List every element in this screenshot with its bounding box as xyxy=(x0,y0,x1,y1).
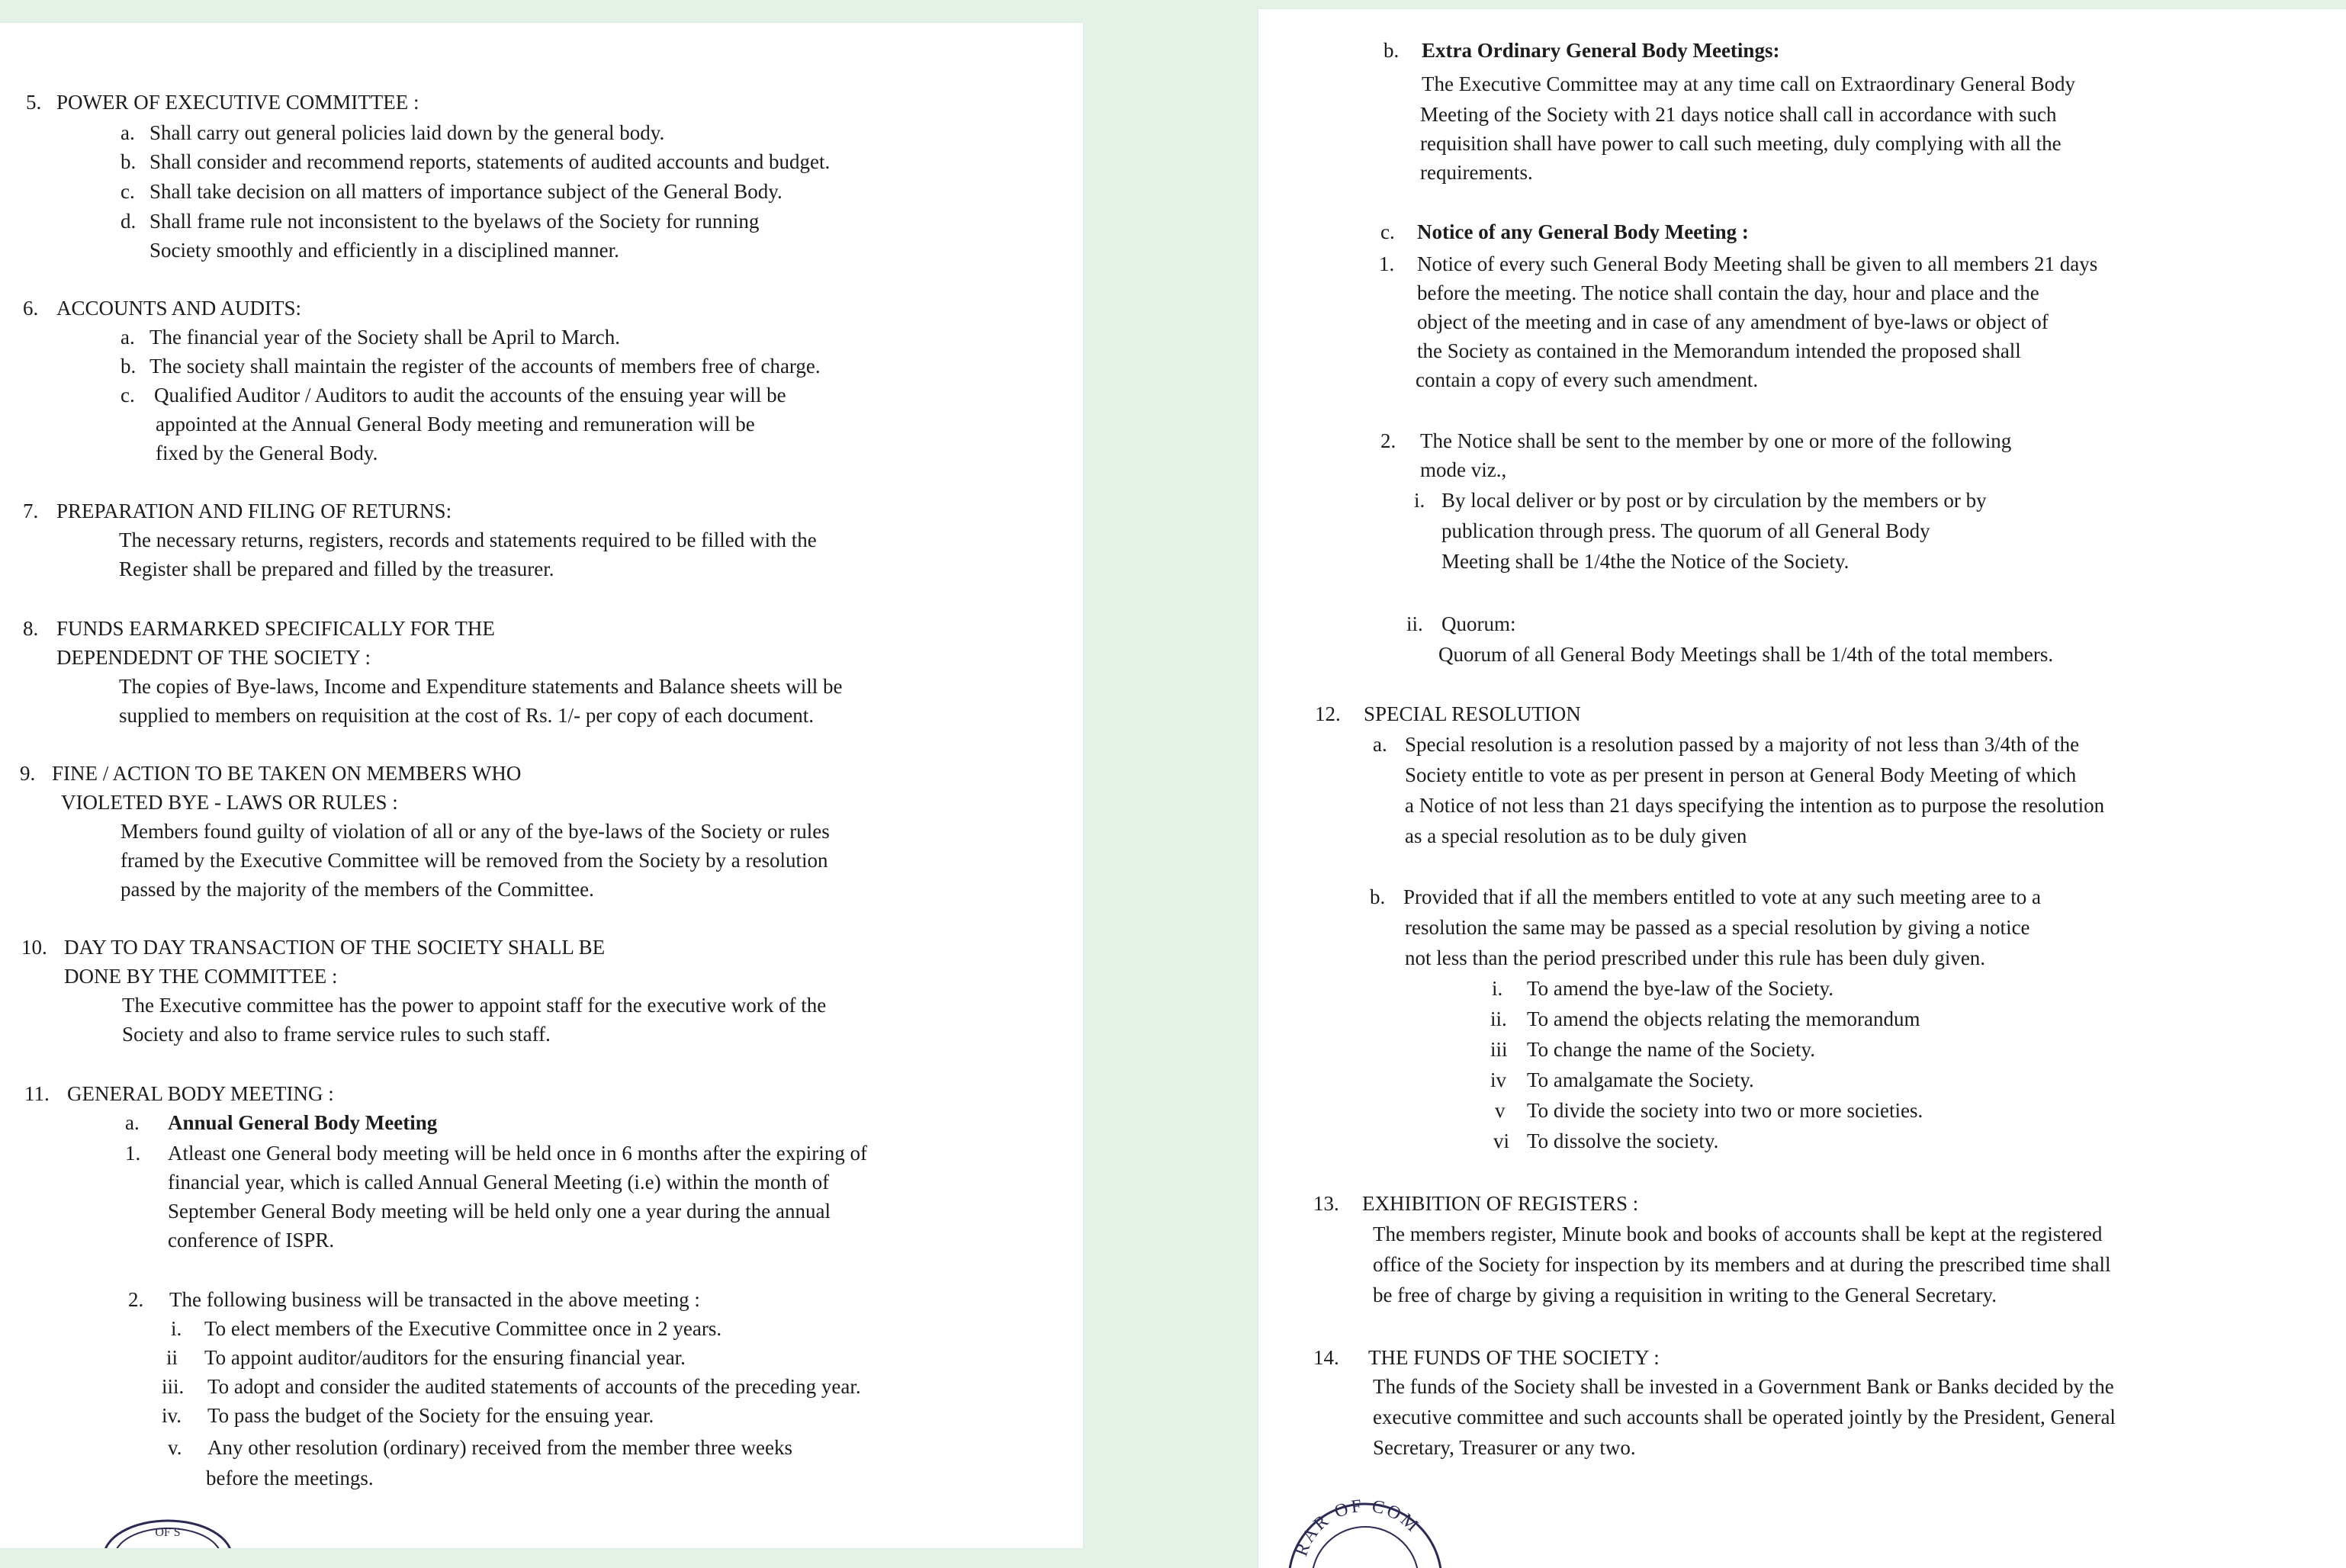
body-line: Register shall be prepared and filled by the treasurer. xyxy=(119,557,554,580)
item-marker: i. xyxy=(1492,977,1503,1000)
item-text: To amalgamate the Society. xyxy=(1527,1068,1754,1091)
item-text: To elect members of the Executive Committee once in 2 years. xyxy=(204,1317,722,1340)
item-marker: v xyxy=(1495,1099,1506,1122)
body-line: September General Body meeting will be held only one a year during the annual xyxy=(168,1200,831,1223)
section-number: 7. xyxy=(23,500,39,522)
body-line: framed by the Executive Committee will be removed from the Society by a resolution xyxy=(121,849,828,872)
item-marker: iv. xyxy=(162,1404,182,1427)
body-line: supplied to members on requisition at the cost of Rs. 1/- per copy of each document. xyxy=(119,704,815,727)
section-heading: PREPARATION AND FILING OF RETURNS: xyxy=(56,500,452,522)
body-line: object of the meeting and in case of any amendment of bye-laws or object of xyxy=(1417,310,2049,333)
body-line: The Executive committee has the power to appoint staff for the executive work of the xyxy=(122,994,827,1017)
item-marker: iv xyxy=(1490,1068,1507,1091)
section-heading: EXHIBITION OF REGISTERS : xyxy=(1362,1192,1639,1215)
body-line: Provided that if all the members entitled to vote at any such meeting aree to a xyxy=(1403,885,2041,908)
section-number: 12. xyxy=(1315,702,1341,725)
document-page-right xyxy=(1258,9,2346,1568)
item-marker: a. xyxy=(121,326,135,349)
seal-text: OF S xyxy=(155,1526,181,1539)
item-marker: b. xyxy=(121,355,137,378)
section-heading: DONE BY THE COMMITTEE : xyxy=(64,965,338,988)
seal-text: RAR OF COM xyxy=(1291,1496,1424,1560)
body-line: Secretary, Treasurer or any two. xyxy=(1373,1436,1636,1459)
item-marker: i. xyxy=(1414,489,1425,512)
section-heading: FUNDS EARMARKED SPECIFICALLY FOR THE xyxy=(56,617,495,640)
section-heading: ACCOUNTS AND AUDITS: xyxy=(56,297,302,320)
body-line: requisition shall have power to call such meeting, duly complying with all the xyxy=(1420,132,2062,155)
subsection-heading: Annual General Body Meeting xyxy=(168,1111,438,1134)
item-text: To adopt and consider the audited statements of accounts of the preceding year. xyxy=(207,1375,861,1398)
item-marker: b. xyxy=(121,150,137,173)
paragraph-marker: 1. xyxy=(1379,252,1395,275)
item-continuation: Society smoothly and efficiently in a disciplined manner. xyxy=(149,239,619,262)
body-line: The following business will be transacted in the above meeting : xyxy=(169,1288,700,1311)
body-line: before the meeting. The notice shall contain the day, hour and place and the xyxy=(1417,281,2039,304)
section-heading: POWER OF EXECUTIVE COMMITTEE : xyxy=(56,91,419,114)
item-continuation: fixed by the General Body. xyxy=(156,442,378,464)
body-line: office of the Society for inspection by its members and at during the prescribed time shall xyxy=(1373,1253,2111,1276)
paragraph-marker: 2. xyxy=(1380,429,1396,452)
item-text: To appoint auditor/auditors for the ensuring financial year. xyxy=(204,1346,686,1369)
body-line: By local deliver or by post or by circulation by the members or by xyxy=(1441,489,1987,512)
body-line: executive committee and such accounts shall be operated jointly by the President, General xyxy=(1373,1406,2116,1428)
section-number: 14. xyxy=(1313,1346,1339,1369)
subsection-marker: c. xyxy=(1380,220,1395,243)
document-page-left xyxy=(0,23,1083,1548)
body-line: Notice of every such General Body Meeting shall be given to all members 21 days xyxy=(1417,252,2098,275)
section-heading: GENERAL BODY MEETING : xyxy=(67,1082,334,1105)
item-text: Shall frame rule not inconsistent to the byelaws of the Society for running xyxy=(149,210,760,233)
body-line: The copies of Bye-laws, Income and Expenditure statements and Balance sheets will be xyxy=(119,675,843,698)
item-text: To amend the bye-law of the Society. xyxy=(1527,977,1833,1000)
body-line: financial year, which is called Annual General Meeting (i.e) within the month of xyxy=(168,1171,830,1194)
registrar-seal-icon xyxy=(1274,1489,1457,1568)
section-heading: SPECIAL RESOLUTION xyxy=(1364,702,1581,725)
item-marker: ii xyxy=(166,1346,178,1369)
item-marker: c. xyxy=(121,384,135,406)
subsection-heading: Notice of any General Body Meeting : xyxy=(1417,220,1749,243)
item-text: To dissolve the society. xyxy=(1527,1129,1719,1152)
body-line: passed by the majority of the members of the Committee. xyxy=(121,878,594,901)
section-heading: FINE / ACTION TO BE TAKEN ON MEMBERS WHO xyxy=(52,762,522,785)
seal-stamp-icon xyxy=(92,1502,244,1548)
body-line: Meeting shall be 1/4the the Notice of the Society. xyxy=(1441,550,1849,573)
item-marker: i. xyxy=(171,1317,182,1340)
section-number: 6. xyxy=(23,297,39,320)
item-text: Any other resolution (ordinary) received from the member three weeks xyxy=(207,1436,792,1459)
item-text: To divide the society into two or more societies. xyxy=(1527,1099,1923,1122)
item-marker: vi xyxy=(1493,1129,1510,1152)
body-line: Society entitle to vote as per present in person at General Body Meeting of which xyxy=(1405,763,2077,786)
item-marker: v. xyxy=(168,1436,182,1459)
subsection-marker: a. xyxy=(125,1111,140,1134)
section-number: 10. xyxy=(21,936,47,959)
item-text: Qualified Auditor / Auditors to audit the accounts of the ensuing year will be xyxy=(154,384,786,406)
body-line: requirements. xyxy=(1420,161,1533,184)
section-heading: DAY TO DAY TRANSACTION OF THE SOCIETY SHALL BE xyxy=(64,936,606,959)
body-line: The Executive Committee may at any time call on Extraordinary General Body xyxy=(1422,72,2075,95)
item-heading: Quorum: xyxy=(1441,612,1516,635)
subsection-heading: Extra Ordinary General Body Meetings: xyxy=(1422,39,1780,62)
item-marker: iii xyxy=(1490,1038,1508,1061)
section-number: 5. xyxy=(26,91,42,114)
body-line: publication through press. The quorum of all General Body xyxy=(1441,519,1930,542)
section-number: 11. xyxy=(24,1082,50,1105)
body-line: resolution the same may be passed as a special resolution by giving a notice xyxy=(1405,916,2030,939)
item-text: To change the name of the Society. xyxy=(1527,1038,1815,1061)
body-line: not less than the period prescribed under this rule has been duly given. xyxy=(1405,946,1986,969)
body-line: mode viz., xyxy=(1420,458,1507,481)
body-line: Quorum of all General Body Meetings shall be 1/4th of the total members. xyxy=(1438,643,2054,666)
subsection-marker: a. xyxy=(1373,733,1387,756)
body-line: the Society as contained in the Memorandum intended the proposed shall xyxy=(1417,339,2021,362)
body-line: Members found guilty of violation of all or any of the bye-laws of the Society or rules xyxy=(121,820,830,843)
item-marker: ii. xyxy=(1490,1007,1507,1030)
section-heading: DEPENDEDNT OF THE SOCIETY : xyxy=(56,646,371,669)
item-marker: iii. xyxy=(162,1375,185,1398)
section-number: 9. xyxy=(20,762,36,785)
body-line: as a special resolution as to be duly given xyxy=(1405,824,1747,847)
item-continuation: appointed at the Annual General Body meeting and remuneration will be xyxy=(156,413,755,435)
body-line: The Notice shall be sent to the member by one or more of the following xyxy=(1420,429,2012,452)
body-line: Meeting of the Society with 21 days notice shall call in accordance with such xyxy=(1420,103,2057,126)
item-text: Shall carry out general policies laid down by the general body. xyxy=(149,121,665,144)
section-heading: THE FUNDS OF THE SOCIETY : xyxy=(1368,1346,1660,1369)
body-line: The members register, Minute book and books of accounts shall be kept at the registered xyxy=(1373,1223,2103,1245)
body-line: a Notice of not less than 21 days specifying the intention as to purpose the resolution xyxy=(1405,794,2105,817)
paragraph-marker: 2. xyxy=(128,1288,144,1311)
item-text: To amend the objects relating the memorandum xyxy=(1527,1007,1920,1030)
item-text: Shall take decision on all matters of importance subject of the General Body. xyxy=(149,180,783,203)
item-marker: c. xyxy=(121,180,135,203)
body-line: be free of charge by giving a requisition in writing to the General Secretary. xyxy=(1373,1284,1997,1306)
item-continuation: before the meetings. xyxy=(206,1467,374,1489)
subsection-marker: b. xyxy=(1370,885,1386,908)
item-marker: a. xyxy=(121,121,135,144)
item-marker: ii. xyxy=(1406,612,1423,635)
section-number: 13. xyxy=(1313,1192,1339,1215)
body-line: Society and also to frame service rules to such staff. xyxy=(122,1023,551,1046)
item-text: To pass the budget of the Society for the ensuing year. xyxy=(207,1404,654,1427)
subsection-marker: b. xyxy=(1383,39,1400,62)
body-line: contain a copy of every such amendment. xyxy=(1416,368,1759,391)
body-line: The funds of the Society shall be invested in a Government Bank or Banks decided by the xyxy=(1373,1375,2114,1398)
section-number: 8. xyxy=(23,617,39,640)
body-line: Special resolution is a resolution passed by a majority of not less than 3/4th of the xyxy=(1405,733,2080,756)
item-text: The society shall maintain the register of the accounts of members free of charge. xyxy=(149,355,821,378)
body-line: conference of ISPR. xyxy=(168,1229,335,1252)
item-text: Shall consider and recommend reports, statements of audited accounts and budget. xyxy=(149,150,831,173)
section-heading: VIOLETED BYE - LAWS OR RULES : xyxy=(61,791,398,814)
item-marker: d. xyxy=(121,210,137,233)
body-line: The necessary returns, registers, records and statements required to be filled with the xyxy=(119,529,817,551)
item-text: The financial year of the Society shall be April to March. xyxy=(149,326,621,349)
paragraph-marker: 1. xyxy=(125,1142,141,1165)
body-line: Atleast one General body meeting will be held once in 6 months after the expiring of xyxy=(168,1142,867,1165)
